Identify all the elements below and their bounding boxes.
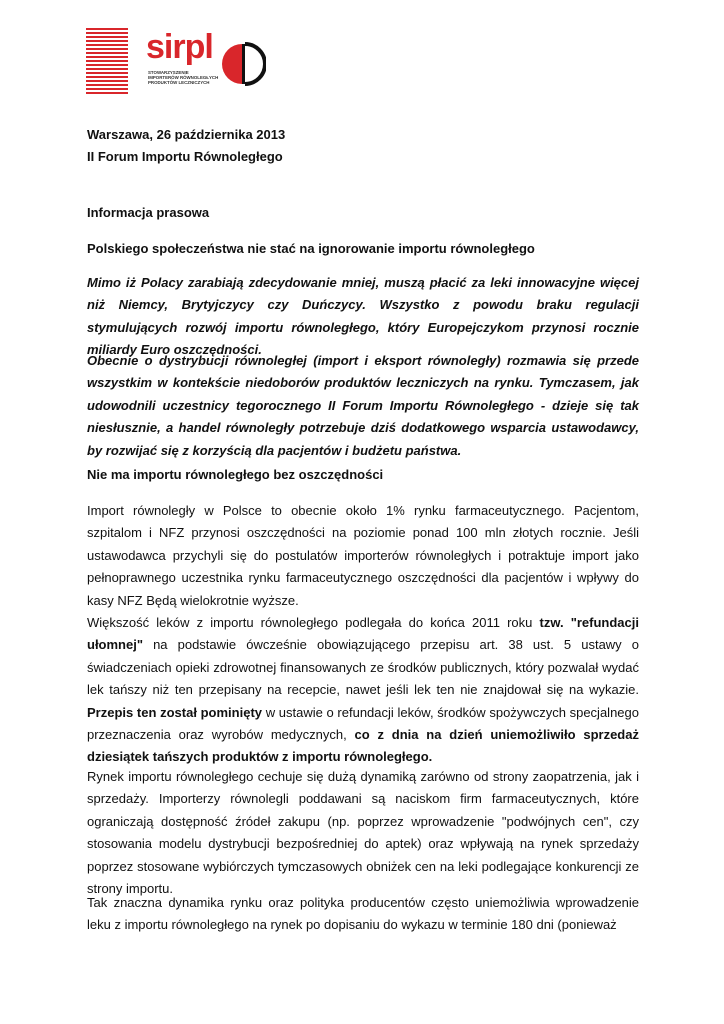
document-type: Informacja prasowa <box>87 205 210 220</box>
emphasis-run: Przepis ten został pominięty <box>87 704 263 720</box>
sirpl-logo <box>86 26 266 96</box>
forum-line: II Forum Importu Równoległego <box>87 149 283 164</box>
brand-subtitle-line: IMPORTERÓW RÓWNOLEGŁYCH <box>148 75 219 81</box>
half-circle-logo-icon <box>222 42 266 86</box>
headline: Polskiego społeczeństwa nie stać na ignorowanie importu równoległego <box>87 241 535 256</box>
date-line: Warszawa, 26 października 2013 <box>87 127 286 142</box>
text-run: Większość leków z importu równoległego podlegała do końca 2011 roku <box>87 615 540 630</box>
brand-name: sirpl <box>146 28 213 66</box>
body-paragraph-4: Tak znaczna dynamika rynku oraz polityka producentów często uniemożliwia wprowadzenie leku z importu równoległego na rynek po dopisaniu do wykazu w terminie 180 dni (ponieważ <box>87 895 639 933</box>
text-run: na podstawie ówcześnie obowiązującego przepisu art. 38 ust. 5 ustawy o świadczeniach opieki zdrowotnej finansowanych ze środków publicznych, który pozwalał wydać lek tańszy niż ten przepisany na recepcie, nawet jeśli lek ten nie znajdował się na wykazie. <box>87 637 639 698</box>
section-heading: Nie ma importu równoległego bez oszczędności <box>87 467 384 482</box>
body-paragraph-1: Import równoległy w Polsce to obecnie około 1% rynku farmaceutycznego. Pacjentom, szpitalom i NFZ przynosi oszczędności na poziomie ponad 100 mln złotych rocznie. Jeśli ustawodawca przychyli się do postulatów importerów równoległych i potraktuje import jako pełnoprawnego uczestnika rynku farmaceutycznego oszczędności dla pacjentów i wpływy do kasy NFZ Będą wielokrotnie wyższe. <box>87 503 639 608</box>
lead-paragraph-2: Obecnie o dystrybucji równoległej (import i eksport równoległy) rozmawia się przede wszystkim w kontekście niedoborów produktów leczniczych na rynku. Tymczasem, jak udowodnili uczestnicy tegorocznego II Forum Importu Równoległego - dzieje się tak niesłusznie, a handel równoległy potrzebuje dziś dodatkowego wsparcia ustawodawcy, by rozwijać się z korzyścią dla pacjentów i budżetu państwa. <box>87 353 639 458</box>
emphasis-run: co z dnia na dzień uniemożliwiło sprzedaż dziesiątek tańszych produktów z importu równoległego. <box>87 727 639 765</box>
emphasis-run: tzw. "refundacji ułomnej" <box>87 615 639 653</box>
body-paragraph-2 <box>87 612 639 769</box>
text-run: w ustawie o refundacji leków, środków spożywczych specjalnego przeznaczenia oraz wyrobów medycznych, <box>87 704 639 743</box>
brand-subtitle-line: STOWARZYSZENIE <box>148 70 189 75</box>
striped-emblem <box>86 28 128 94</box>
body-paragraph-3: Rynek importu równoległego cechuje się dużą dynamiką zarówno od strony zaopatrzenia, jak i sprzedaży. Importerzy równolegli poddawani są naciskom firm farmaceutycznych, które ograniczają dostępność źródeł zakupu (np. poprzez wprowadzenie "podwójnych cen", czy stosowania modelu dystrybucji bezpośredniej do aptek) oraz wpływają na rynek sprzedaży poprzez stosowane wybiórczych tymczasowych obniżek cen na leki podlegające konkurencji ze strony importu. <box>87 769 639 897</box>
lead-paragraph-1: Mimo iż Polacy zarabiają zdecydowanie mniej, muszą płacić za leki innowacyjne więcej niż Niemcy, Brytyjczycy czy Duńczycy. Wszystko z powodu braku regulacji stymulujących rozwój importu równoległego, który Europejczykom przynosi rocznie miliardy Euro oszczędności. <box>87 275 639 358</box>
brand-subtitle-line: PRODUKTÓW LECZNICZYCH <box>148 80 210 86</box>
